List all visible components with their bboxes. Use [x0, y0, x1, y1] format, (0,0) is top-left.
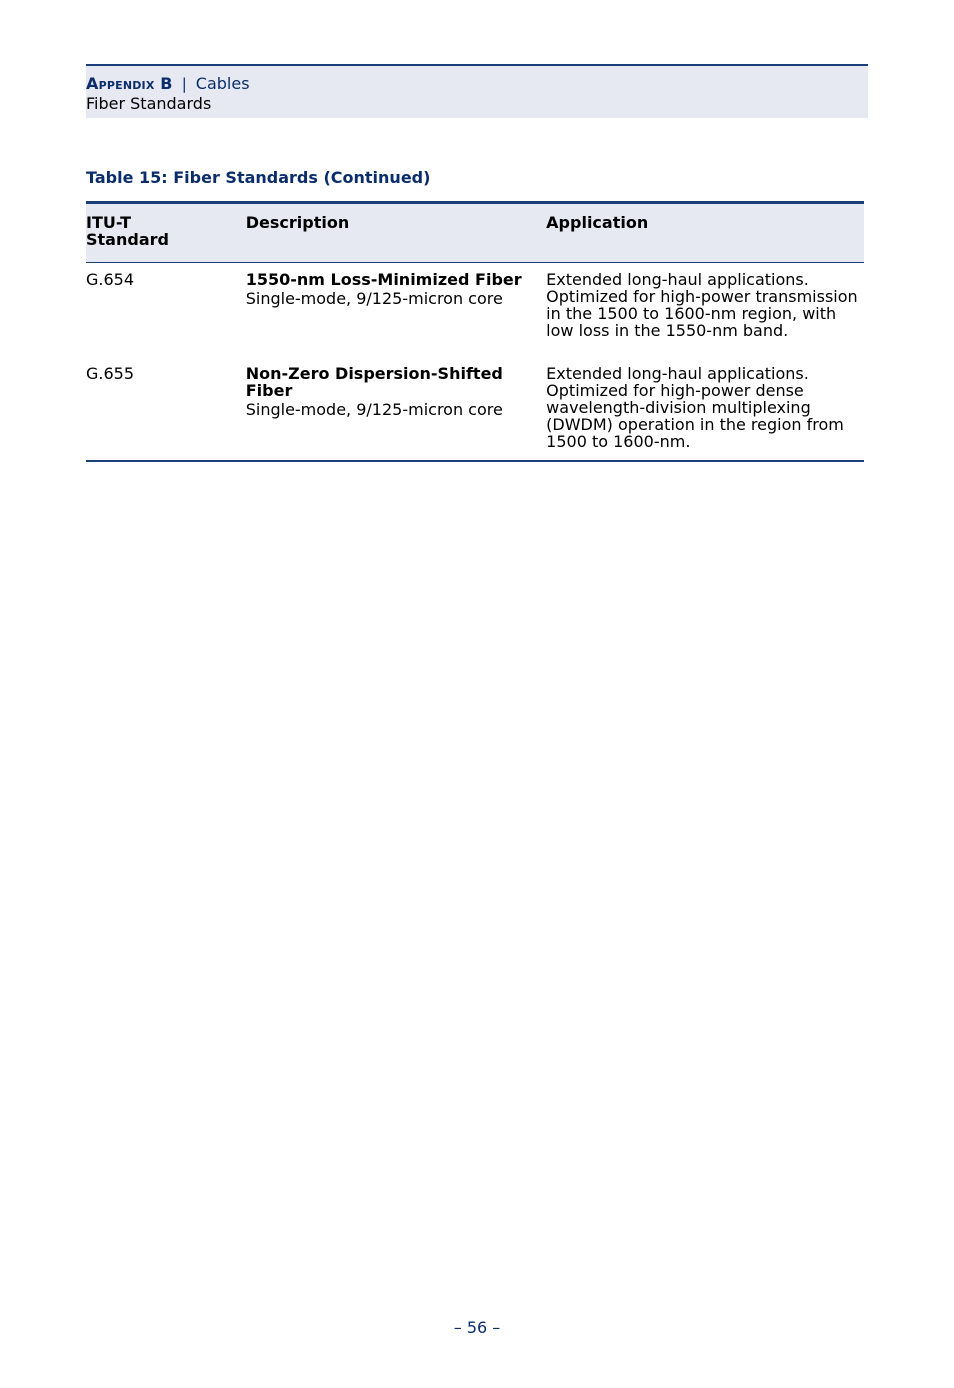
cell-standard: G.655 — [86, 357, 246, 461]
description-title: 1550-nm Loss-Minimized Fiber — [245, 270, 522, 289]
appendix-label: Appendix B — [86, 74, 173, 93]
column-header-application: Application — [546, 203, 864, 263]
cell-application: Extended long-haul applications. Optimized for high-power transmission in the 1500 to 1600-nm region, with low loss in the 1550-nm band. — [546, 270, 858, 340]
description-subtitle: Single-mode, 9/125-micron core — [245, 400, 503, 419]
fiber-standards-table — [86, 201, 864, 462]
table-caption: Table 15: Fiber Standards (Continued) — [86, 168, 431, 187]
table-row — [86, 263, 864, 358]
description-subtitle: Single-mode, 9/125-micron core — [245, 289, 503, 308]
cell-description — [246, 357, 546, 461]
table-row — [86, 357, 864, 461]
chapter-title: Cables — [195, 74, 250, 93]
cell-standard: G.654 — [86, 270, 135, 289]
section-title: Fiber Standards — [86, 94, 212, 113]
cell-description — [246, 263, 546, 358]
column-header-standard: ITU-T Standard — [86, 203, 246, 263]
page-header — [86, 64, 868, 118]
description-title: Non-Zero Dispersion-Shifted Fiber — [245, 364, 503, 400]
column-header-description: Description — [246, 203, 546, 263]
cell-application: Extended long-haul applications. Optimized for high-power dense wavelength-division multiplexing (DWDM) operation in the region from 1500 to 1600-nm. — [546, 357, 864, 461]
page-number: – 56 – — [453, 1318, 501, 1337]
table-header-row — [86, 203, 864, 263]
header-separator: | — [181, 75, 187, 93]
header-breadcrumb — [86, 74, 250, 93]
